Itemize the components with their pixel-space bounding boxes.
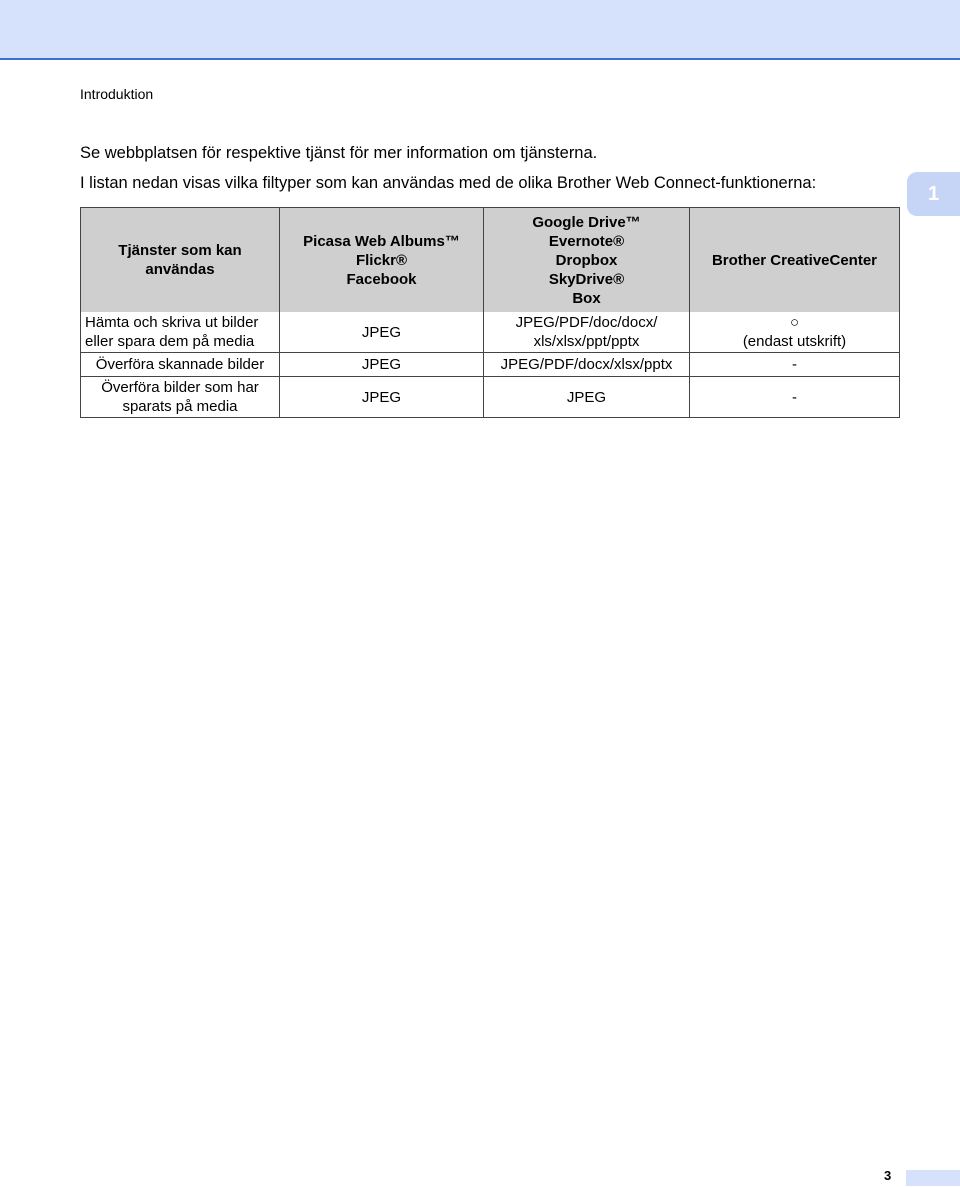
table-cell: JPEG: [280, 353, 484, 377]
table-cell: -: [690, 377, 900, 418]
header-services: Tjänster som kan användas: [81, 208, 280, 313]
header-creativecenter: Brother CreativeCenter: [690, 208, 900, 313]
table-cell: JPEG: [484, 377, 690, 418]
table-cell: JPEG/PDF/docx/xlsx/pptx: [484, 353, 690, 377]
table-cell: Hämta och skriva ut bilder eller spara dem på media: [81, 312, 280, 353]
filetype-table: [80, 207, 900, 418]
table-row: [81, 312, 900, 353]
table-cell: JPEG/PDF/doc/docx/ xls/xlsx/ppt/pptx: [484, 312, 690, 353]
intro-paragraph-2: I listan nedan visas vilka filtyper som kan användas med de olika Brother Web Connect-funktionerna:: [80, 174, 817, 192]
page-number-bar: [906, 1170, 960, 1186]
circle-icon: ○: [789, 314, 800, 331]
table-cell: Överföra skannade bilder: [81, 353, 280, 377]
table-header-row: [81, 208, 900, 313]
table-cell: ○ (endast utskrift): [690, 312, 900, 353]
table-row: [81, 353, 900, 377]
table-cell: JPEG: [280, 312, 484, 353]
intro-paragraph-1: Se webbplatsen för respektive tjänst för mer information om tjänsterna.: [80, 144, 598, 162]
section-label: Introduktion: [80, 86, 154, 102]
table-cell: -: [690, 353, 900, 377]
chapter-tab: 1: [907, 172, 960, 216]
header-photo-services: Picasa Web Albums™ Flickr® Facebook: [280, 208, 484, 313]
table-row: [81, 377, 900, 418]
table-cell: Överföra bilder som har sparats på media: [81, 377, 280, 418]
table-cell: JPEG: [280, 377, 484, 418]
page-number: 3: [884, 1168, 892, 1183]
header-document-services: Google Drive™ Evernote® Dropbox SkyDrive® Box: [484, 208, 690, 313]
top-color-band: [0, 0, 960, 60]
